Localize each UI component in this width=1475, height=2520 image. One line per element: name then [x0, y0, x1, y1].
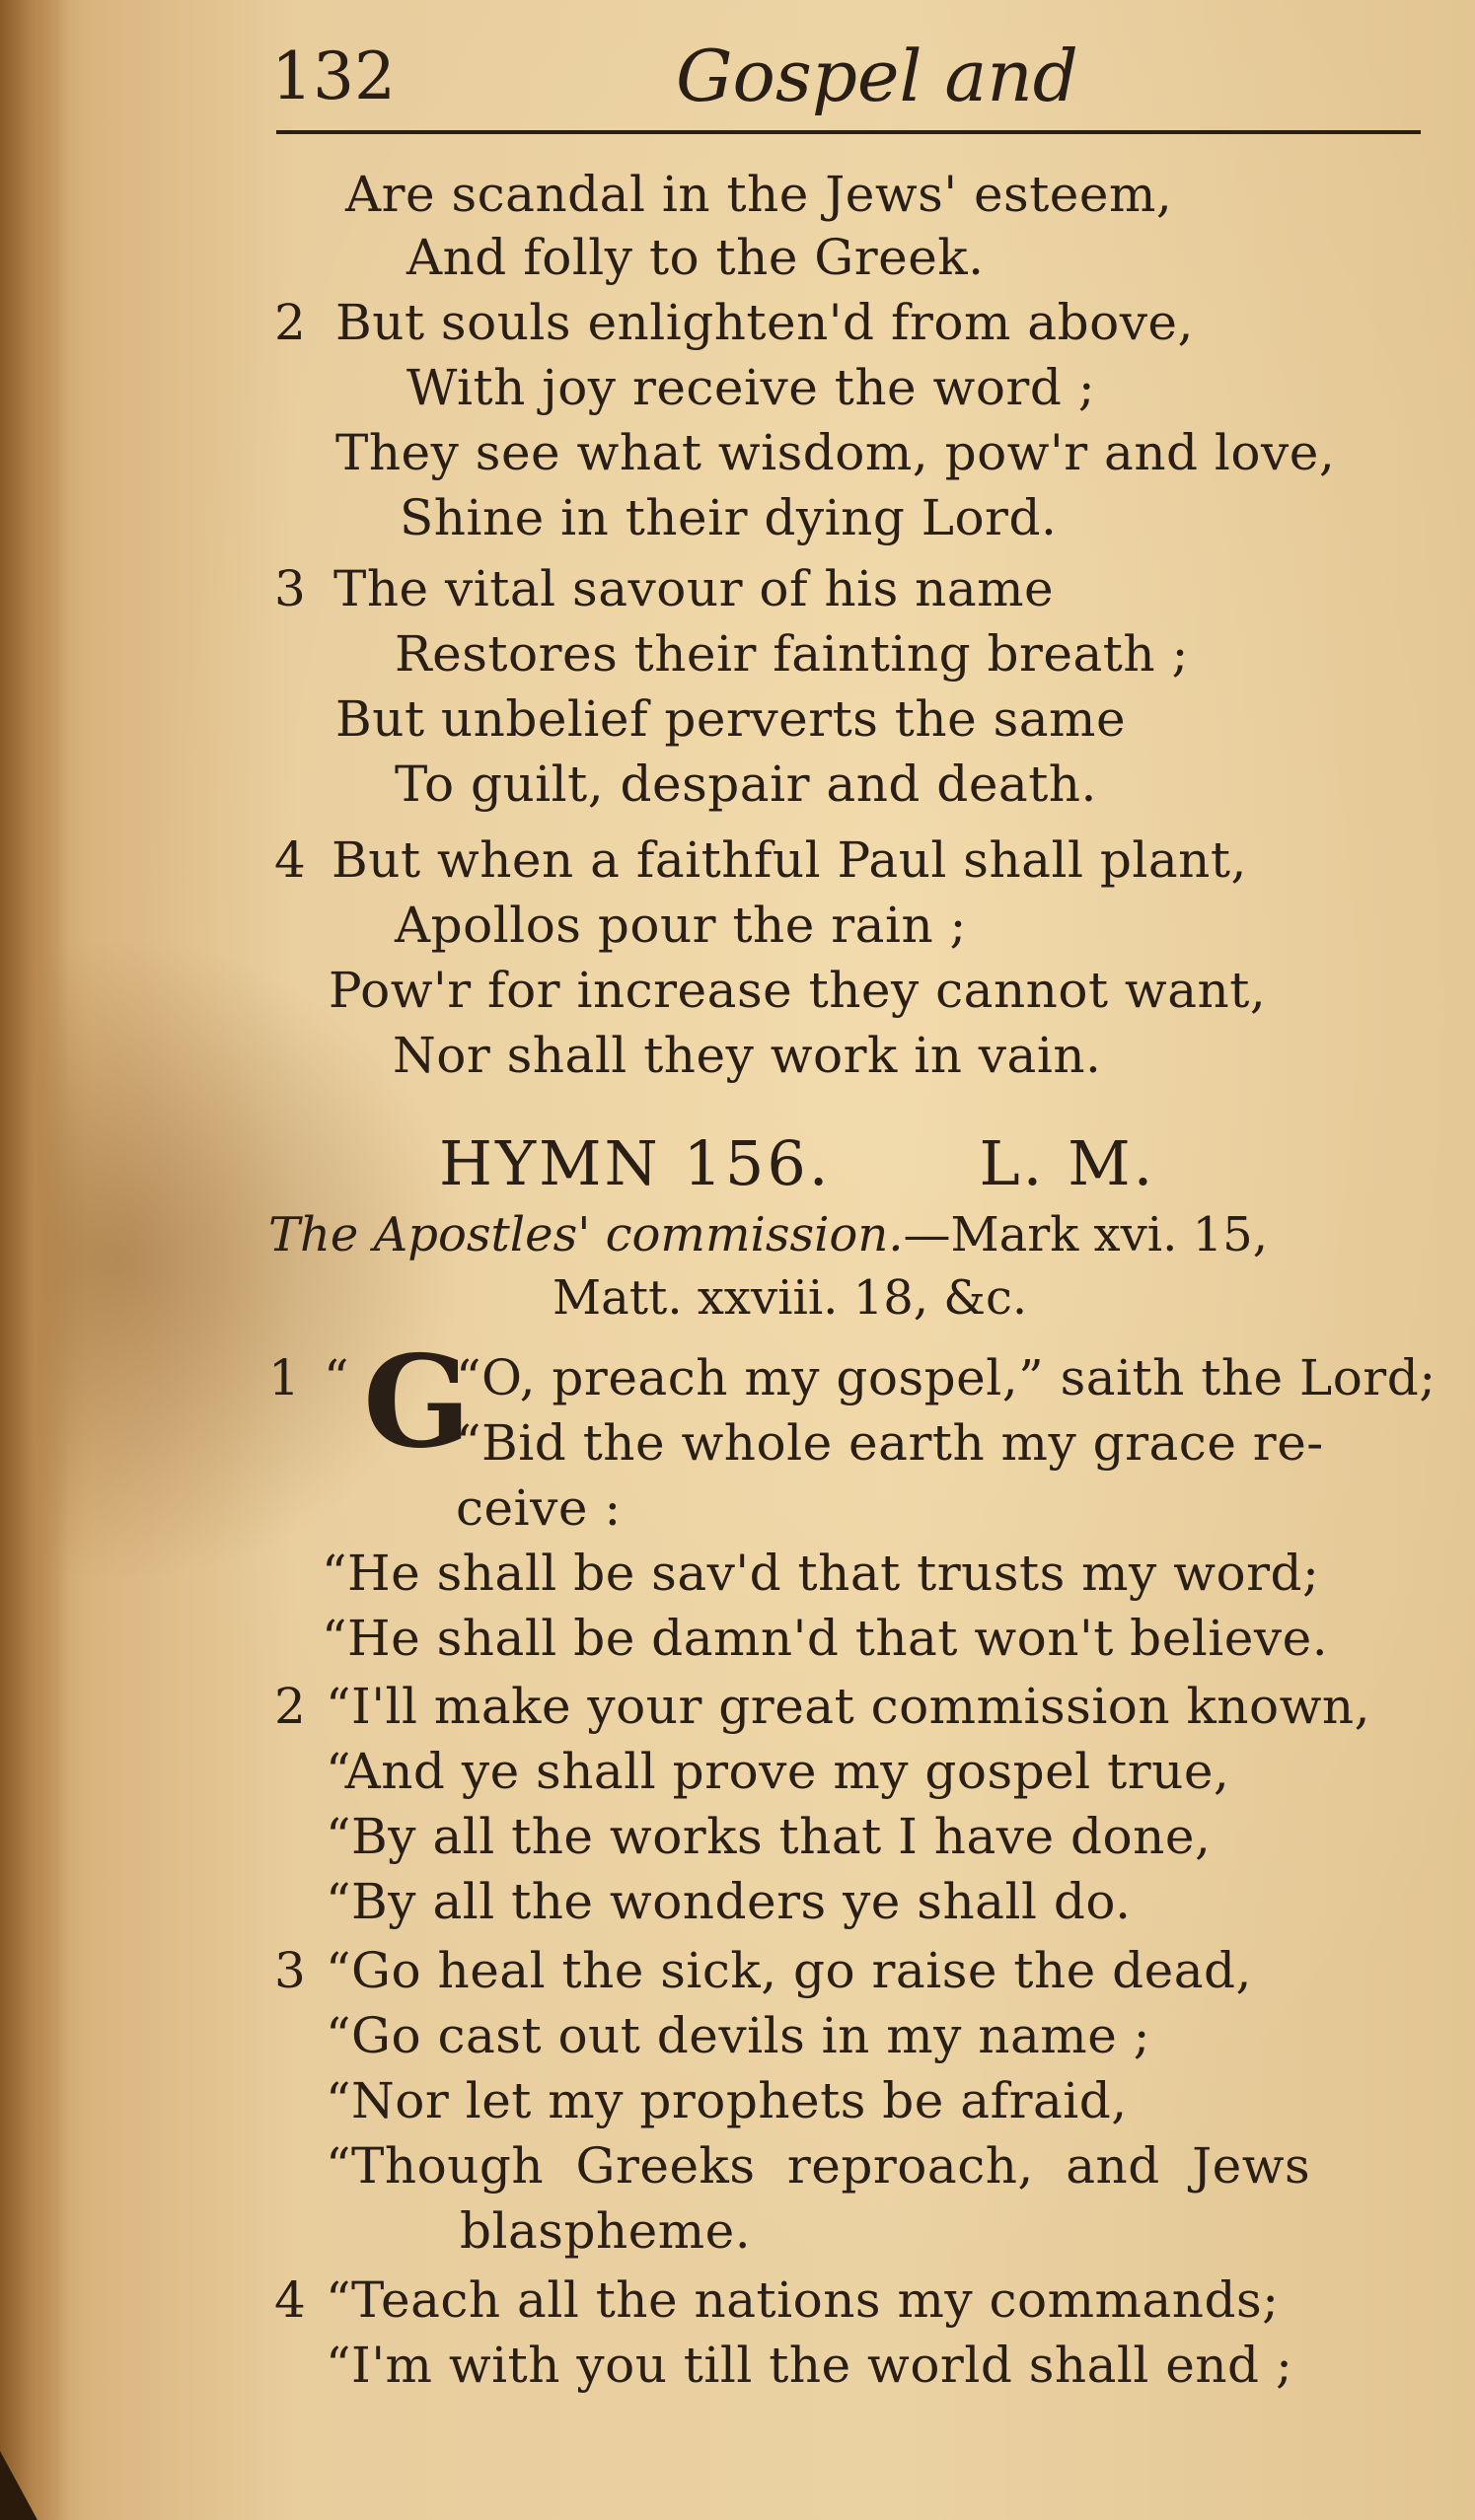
verse-line: Apollos pour the rain ;	[395, 897, 967, 954]
verse-line: They see what wisdom, pow'r and love,	[335, 424, 1336, 481]
verse-line: The vital savour of his name	[333, 560, 1055, 617]
verse-line: With joy receive the word ;	[406, 359, 1096, 416]
verse-line: “I'm with you till the world shall end ;	[326, 2337, 1293, 2394]
verse-line: “I'll make your great commission known,	[326, 1678, 1371, 1735]
verse-line: “And ye shall prove my gospel true,	[326, 1743, 1230, 1800]
hymn-title	[439, 1124, 1155, 1203]
verse-line: ceive :	[456, 1479, 622, 1537]
verse-line-open-quote: “	[324, 1349, 350, 1406]
hymn-number: HYMN 156.	[439, 1127, 832, 1199]
verse-line: “Go heal the sick, go raise the dead,	[326, 1942, 1252, 1999]
verse-line: blaspheme.	[460, 2202, 752, 2260]
verse-line: To guilt, despair and death.	[395, 756, 1097, 813]
hymn-scripture-ref-2: Matt. xxviii. 18, &c.	[553, 1270, 1028, 1326]
hymn-subtitle	[268, 1205, 1268, 1264]
stanza-number: 3	[274, 1942, 306, 1999]
page-binding-shadow	[0, 0, 69, 2520]
verse-line: “O, preach my gospel,” saith the Lord;	[456, 1349, 1437, 1406]
verse-line: Pow'r for increase they cannot want,	[329, 962, 1267, 1019]
stanza-number: 2	[274, 1678, 306, 1735]
verse-line: Are scandal in the Jews' esteem,	[345, 166, 1173, 223]
hymn-meter: L. M.	[979, 1127, 1156, 1199]
hymn-scripture-ref: —Mark xvi. 15,	[903, 1207, 1268, 1262]
verse-line: But souls enlighten'd from above,	[335, 294, 1194, 351]
stanza-number: 4	[274, 831, 306, 889]
verse-line: “He shall be damn'd that won't believe.	[322, 1610, 1329, 1667]
drop-cap: G	[363, 1329, 472, 1476]
verse-line: “He shall be sav'd that trusts my word;	[322, 1545, 1320, 1602]
verse-line: Shine in their dying Lord.	[400, 489, 1058, 546]
page-corner-shadow	[0, 2451, 37, 2520]
verse-line: “Go cast out devils in my name ;	[326, 2007, 1151, 2064]
hymn-subtitle-text: The Apostles' commission.	[268, 1207, 904, 1262]
verse-line: But when a faithful Paul shall plant,	[332, 831, 1247, 889]
verse-line: Restores their fainting breath ;	[395, 625, 1189, 683]
verse-line: “By all the wonders ye shall do.	[326, 1873, 1132, 1930]
verse-line: Nor shall they work in vain.	[393, 1027, 1102, 1084]
stanza-number: 1	[268, 1349, 300, 1406]
stanza-number: 3	[274, 560, 306, 617]
verse-line: “Nor let my prophets be afraid,	[326, 2072, 1128, 2129]
verse-line: “Teach all the nations my commands;	[326, 2271, 1280, 2329]
page-header	[271, 30, 1426, 123]
verse-line: And folly to the Greek.	[406, 229, 985, 286]
running-head: Gospel and	[676, 35, 1078, 117]
stanza-number: 2	[274, 294, 306, 351]
header-rule	[276, 130, 1421, 134]
stanza-number: 4	[274, 2271, 306, 2329]
verse-line: “Though Greeks reproach, and Jews	[326, 2137, 1311, 2195]
verse-line: “Bid the whole earth my grace re-	[456, 1414, 1324, 1472]
page-number: 132	[271, 38, 396, 114]
verse-line: But unbelief perverts the same	[335, 690, 1127, 748]
verse-line: “By all the works that I have done,	[326, 1808, 1212, 1865]
